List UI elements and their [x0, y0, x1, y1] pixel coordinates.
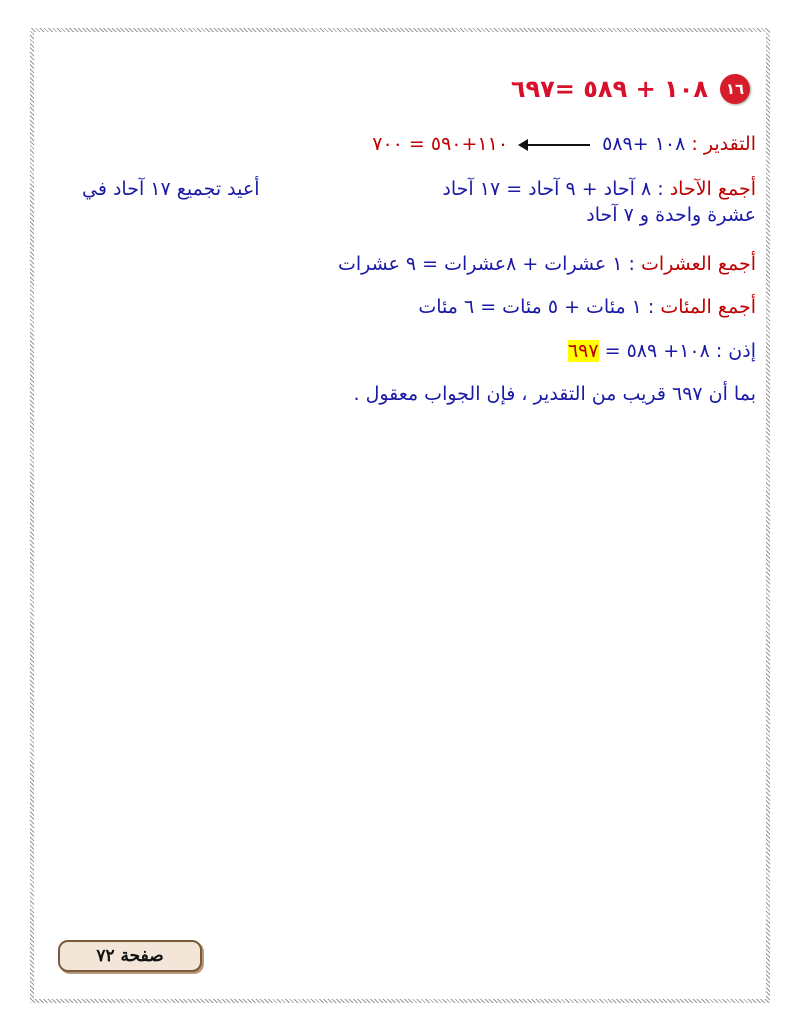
tens-text: : ١ عشرات + ٨عشرات = ٩ عشرات: [337, 253, 635, 275]
ones-label: أجمع الآحاد: [669, 178, 756, 200]
hundreds-text: : ١ مئات + ٥ مئات = ٦ مئات: [418, 296, 655, 318]
problem-header: [511, 74, 750, 104]
tens-label: أجمع العشرات: [641, 253, 756, 275]
ones-text: : ٨ آحاد + ٩ آحاد = ١٧ آحاد: [442, 178, 664, 200]
result-line: [568, 340, 756, 362]
problem-equation: ١٠٨ + ٥٨٩ =٦٩٧: [510, 75, 708, 103]
estimate-line: [372, 133, 756, 155]
estimate-rounded: ١١٠+٥٩٠ = ٧٠٠: [372, 133, 509, 155]
hundreds-label: أجمع المئات: [660, 296, 756, 318]
problem-number-badge: ١٦: [720, 74, 750, 104]
arrow-icon: [520, 144, 590, 146]
estimate-label: التقدير :: [691, 133, 756, 155]
ones-regroup-2: عشرة واحدة و ٧ آحاد: [586, 204, 756, 226]
page-border: [30, 28, 770, 1003]
conclusion-text: بما أن ٦٩٧ قريب من التقدير ، فإن الجواب معقول .: [353, 383, 756, 405]
estimate-exact: ١٠٨ +٥٨٩: [602, 133, 686, 155]
result-answer: ٦٩٧: [567, 340, 599, 362]
ones-regroup: أعيد تجميع ١٧ آحاد في: [82, 178, 260, 200]
ones-line: [442, 178, 756, 200]
tens-line: [338, 253, 756, 275]
page-number-badge: صفحة ٧٢: [58, 940, 202, 972]
result-prefix: إذن : ١٠٨+ ٥٨٩ =: [604, 340, 756, 362]
hundreds-line: [418, 296, 756, 318]
